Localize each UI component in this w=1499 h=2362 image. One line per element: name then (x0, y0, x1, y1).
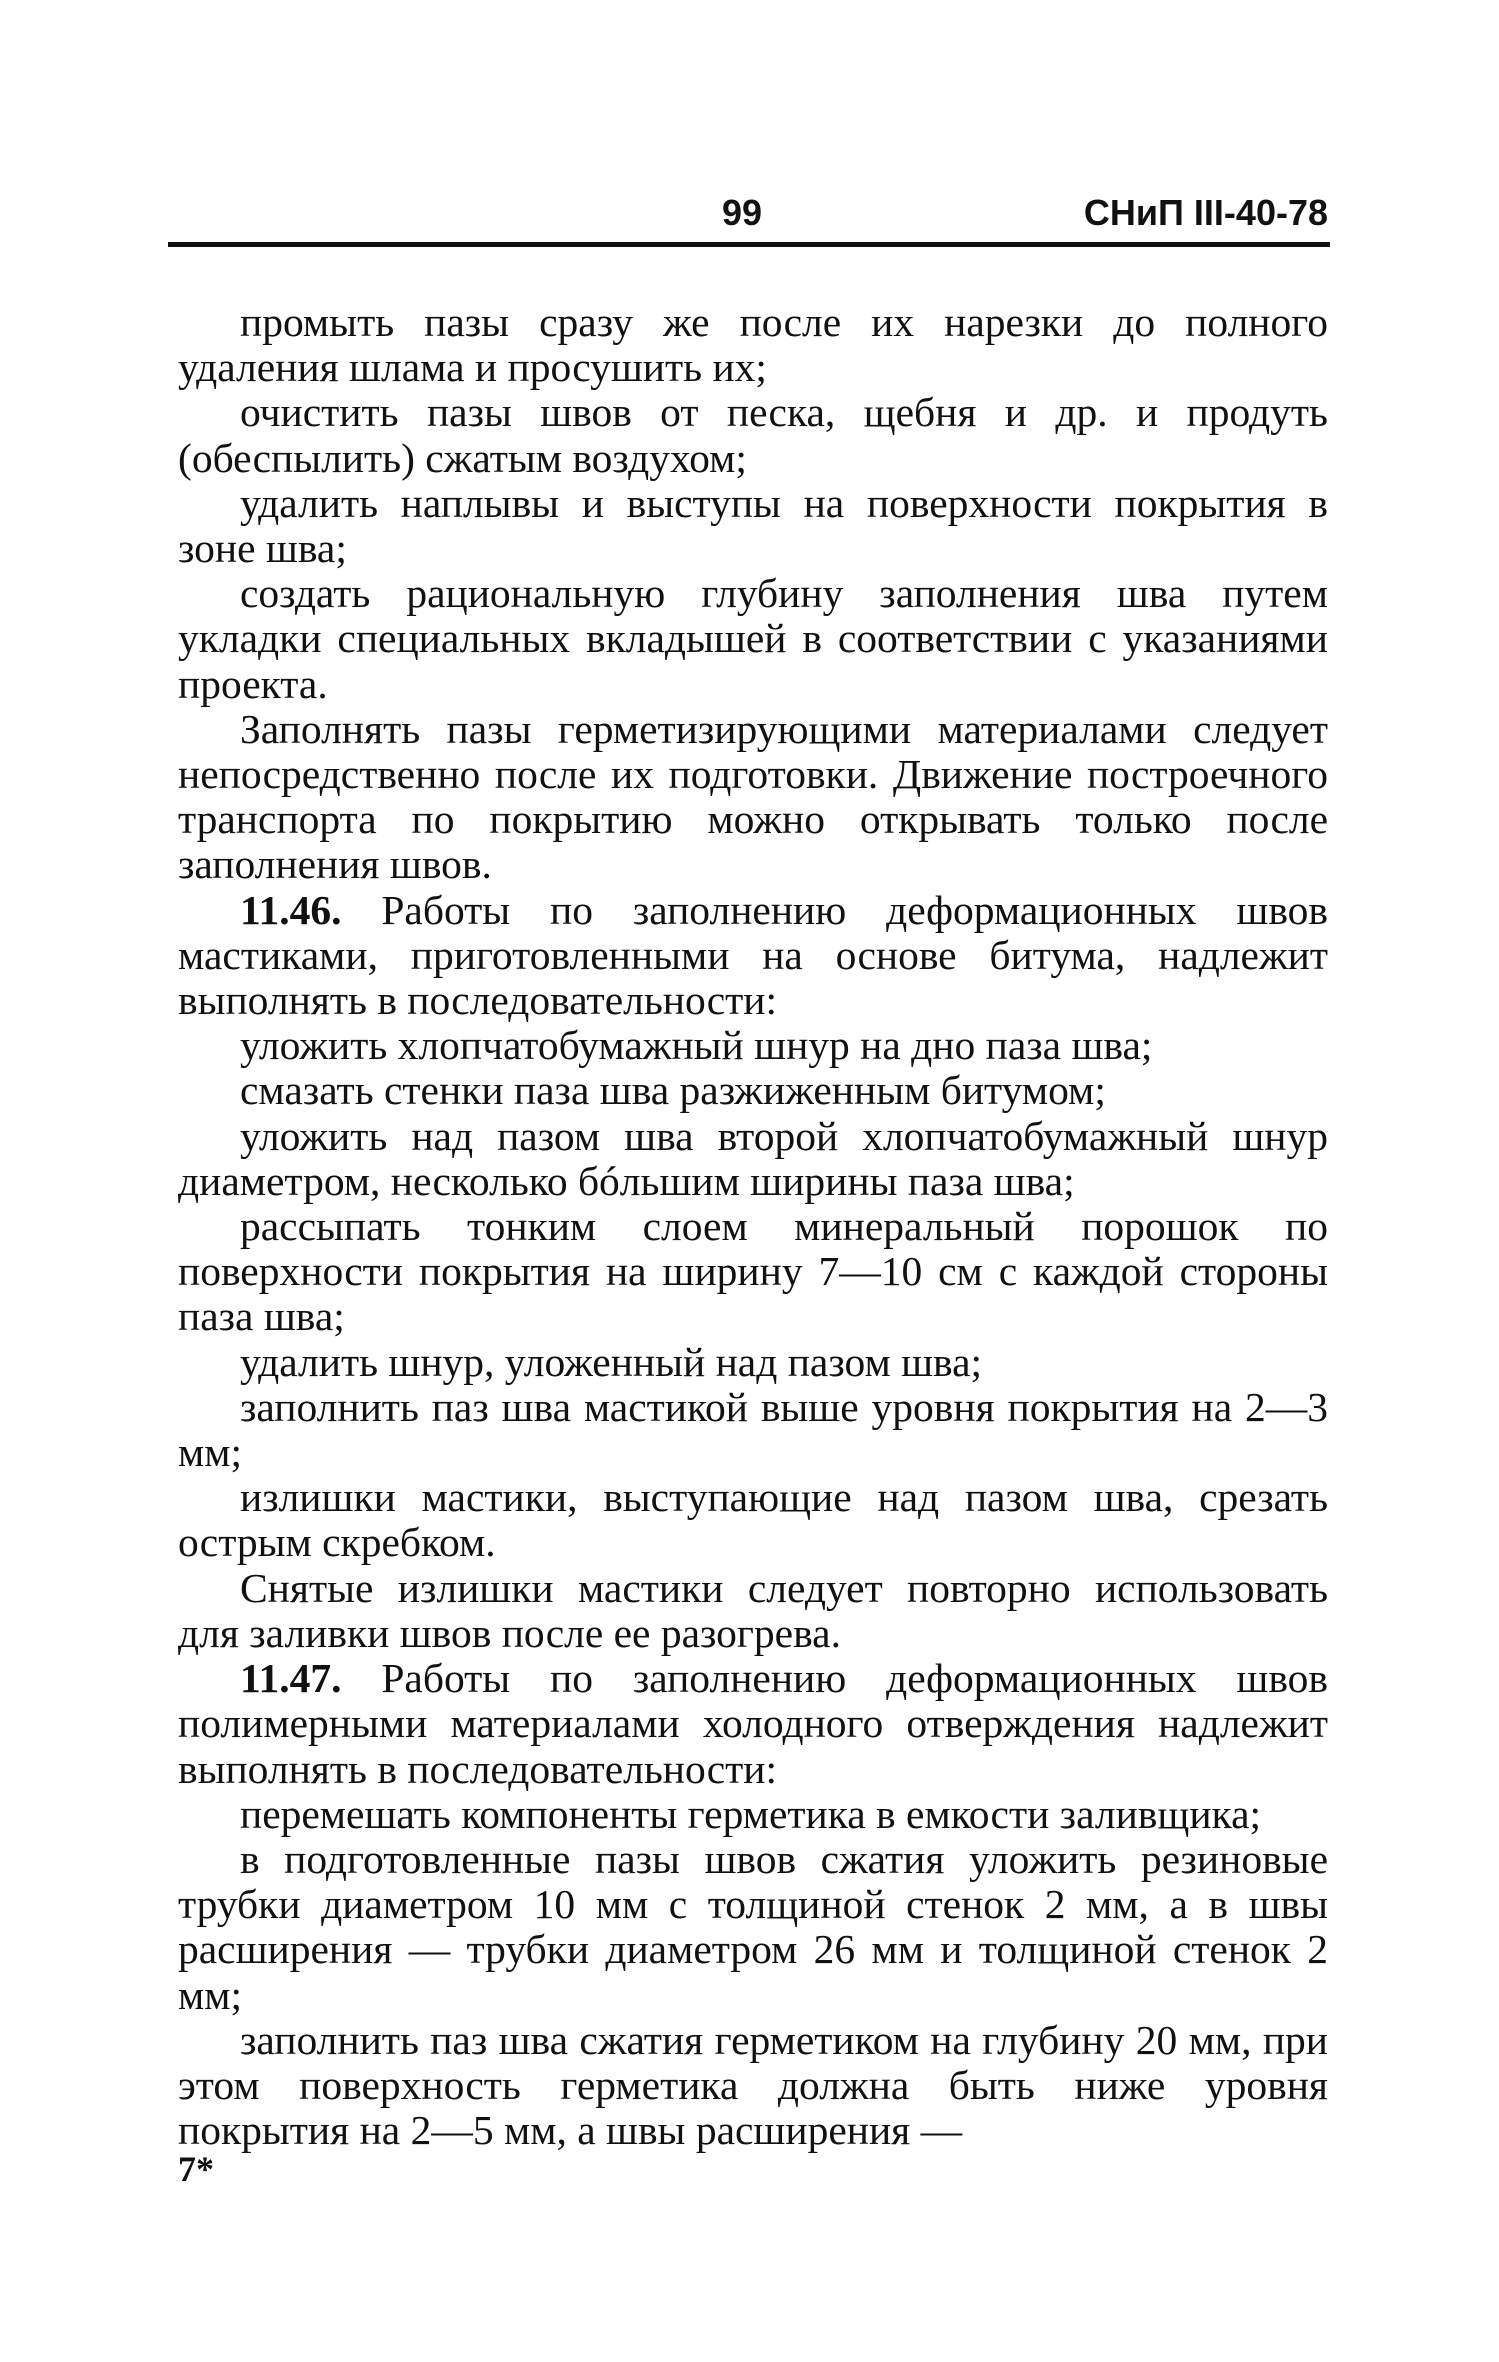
document-code: СНиП III-40-78 (1083, 192, 1328, 233)
paragraph: удалить шнур, уложенный над пазом шва; (240, 1338, 983, 1385)
paragraph: уложить хлопчатобумажный шнур на дно паза шва; (240, 1022, 1153, 1069)
paragraph: перемешать компоненты герметика в емкости заливщика; (240, 1790, 1262, 1837)
clause-paragraph: 11.47. Работы по заполнению деформационных швов полимерными материалами холодного отверждения надлежит выполнять в последовательности: (178, 1655, 1329, 1792)
paragraph: удалить наплывы и выступы на поверхности покрытия в зоне шва; (178, 479, 1328, 572)
paragraph: промыть пазы сразу же после их нарезки до полного удаления шлама и просушить их; (178, 299, 1328, 391)
page-header (170, 192, 1328, 248)
paragraph: Снятые излишки мастики следует повторно использовать для заливки швов после ее разогрева. (178, 1564, 1328, 1656)
clause-number: 11.47. (240, 1655, 342, 1702)
paragraph: заполнить паз шва мастикой выше уровня покрытия на 2—3 мм; (178, 1383, 1328, 1476)
paragraph: Заполнять пазы герметизирующими материалами следует непосредственно после их подготовки. Движение построечного транспорта по покрытию можно открывать только после заполнения швов. (178, 705, 1328, 888)
paragraph: смазать стенки паза шва разжиженным битумом; (240, 1067, 1106, 1114)
body-text (178, 300, 1328, 2153)
paragraph: создать рациональную глубину заполнения шва путем укладки специальных вкладышей в соответствии с указаниями проекта. (178, 570, 1328, 707)
signature-mark: 7* (178, 2149, 214, 2189)
page-number: 99 (722, 192, 763, 233)
paragraph: рассыпать тонким слоем минеральный порошок по поверхности покрытия на ширину 7—10 см с каждой стороны паза шва; (178, 1203, 1328, 1340)
clause-paragraph: 11.46. Работы по заполнению деформационных швов мастиками, приготовленными на основе битума, надлежит выполнять в последовательности: (178, 886, 1329, 1024)
clause-number: 11.46. (240, 886, 342, 933)
paragraph: в подготовленные пазы швов сжатия уложить резиновые трубки диаметром 10 мм с толщиной стенок 2 мм, а в швы расширения — трубки диаметром 26 мм и толщиной стенок 2 мм; (178, 1835, 1328, 2018)
paragraph: очистить пазы швов от песка, щебня и др. и продуть (обеспылить) сжатым воздухом; (178, 389, 1328, 481)
paragraph: уложить над пазом шва второй хлопчатобумажный шнур диаметром, несколько бóльшим ширины паза шва; (178, 1112, 1328, 1204)
paragraph: заполнить паз шва сжатия герметиком на глубину 20 мм, при этом поверхность герметика должна быть ниже уровня покрытия на 2—5 мм, а швы расширения — (178, 2016, 1328, 2154)
paragraph: излишки мастики, выступающие над пазом шва, срезать острым скребком. (178, 1474, 1328, 1566)
header-rule (168, 242, 1330, 247)
